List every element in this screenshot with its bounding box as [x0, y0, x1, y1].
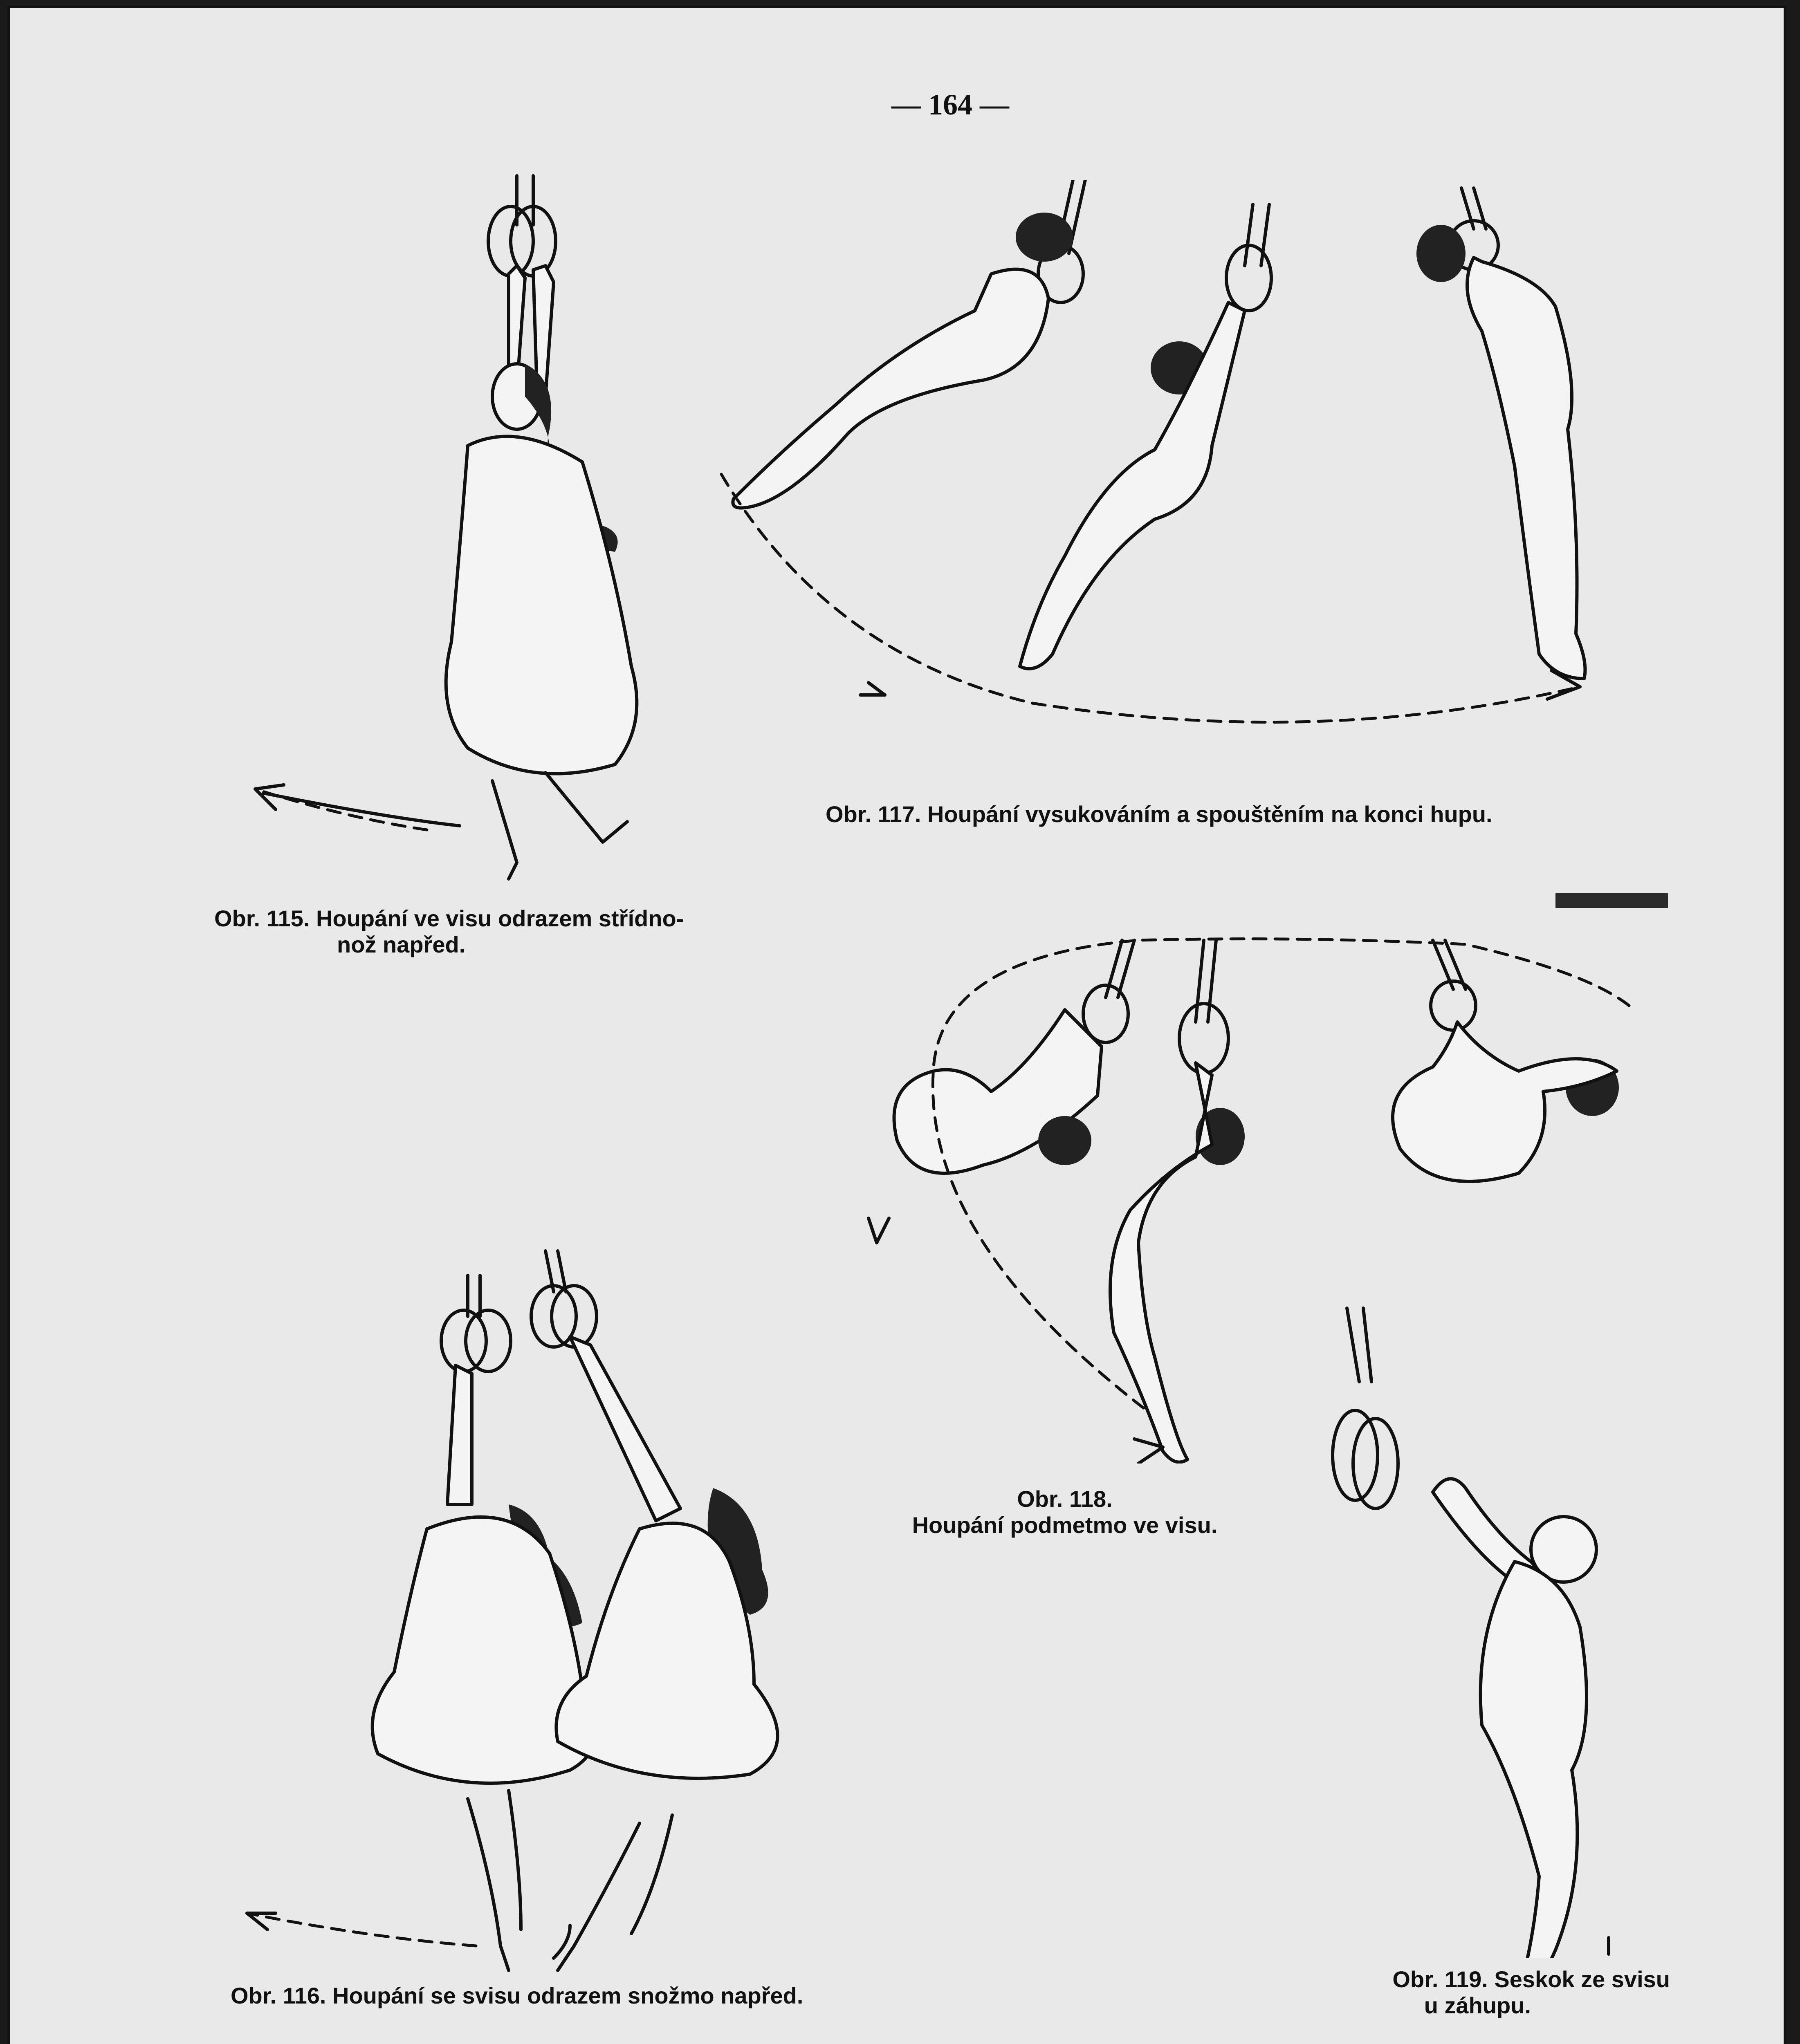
caption-line: Obr. 115. Houpání ve visu odrazem střídno-: [214, 905, 684, 931]
page-number: — 164 —: [891, 88, 1009, 121]
figure-117-illustration: [705, 180, 1678, 769]
figure-116-illustration: [231, 1243, 869, 1979]
book-page: [7, 6, 1786, 2044]
caption-line: Obr. 117. Houpání vysukováním a spouštěním na konci hupu.: [826, 801, 1493, 827]
figure-115-illustration: [222, 168, 705, 887]
figure-115-caption: [214, 905, 684, 958]
figure-117-caption: [826, 801, 1493, 827]
caption-line: Obr. 116. Houpání se svisu odrazem snožmo napřed.: [231, 1983, 803, 2008]
figure-116-caption: [231, 1983, 803, 2009]
caption-line: u záhupu.: [1424, 1992, 1531, 2019]
library-stamp: [1555, 893, 1668, 908]
caption-line: Houpání podmetmo ve visu.: [912, 1512, 1218, 1538]
caption-line: nož napřed.: [337, 932, 466, 958]
caption-line: Obr. 118.: [1017, 1486, 1113, 1512]
figure-119-illustration: [1318, 1300, 1686, 1958]
figure-119-caption: [1331, 1966, 1670, 2019]
figure-118-caption: [901, 1486, 1228, 1539]
caption-line: Obr. 119. Seskok ze svisu: [1392, 1966, 1670, 1992]
